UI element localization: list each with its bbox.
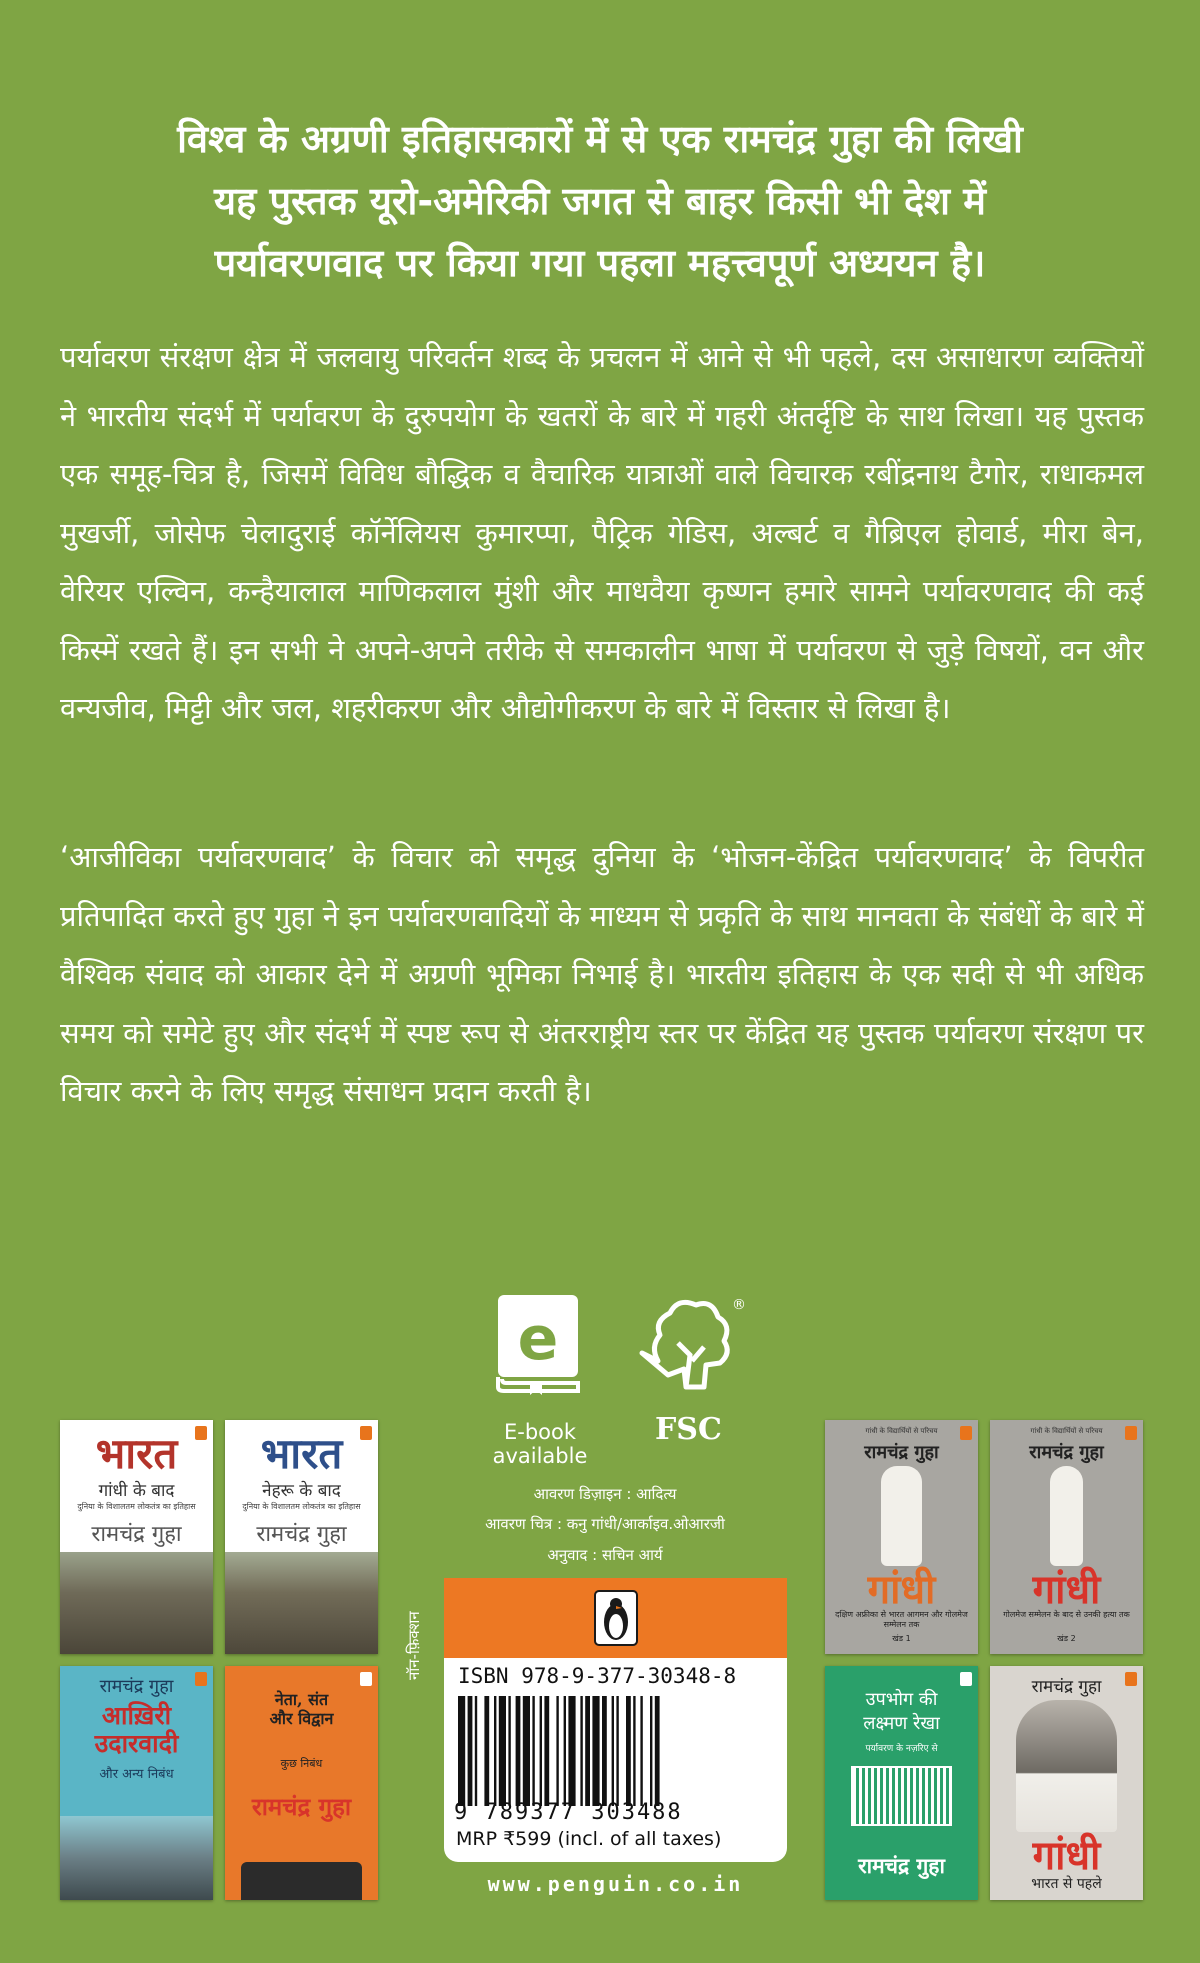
book-tagline: पर्यावरण के नज़रिए से	[865, 1744, 938, 1754]
gandhi-figure-icon	[1050, 1466, 1083, 1566]
credit-translation: अनुवाद : सचिन आर्य	[547, 1546, 663, 1564]
book-author: रामचंद्र गुहा	[864, 1442, 939, 1463]
barcode-graphic-icon	[851, 1766, 952, 1826]
book-subtitle: और अन्य निबंध	[99, 1767, 174, 1782]
penguin-logo-icon	[594, 1590, 638, 1646]
book-author: रामचंद्र गुहा	[251, 1792, 352, 1821]
book-tagline: दक्षिण अफ्रीका से भारत आगमन और गोलमेज सम्मेलन तक	[835, 1610, 968, 1629]
book-subtitle: भारत से पहले	[1031, 1876, 1102, 1892]
book-title: गांधी	[1032, 1832, 1101, 1879]
isbn-text: ISBN 978-9-377-30348-8	[458, 1664, 737, 1688]
ebook-icon	[496, 1293, 580, 1395]
ebook-available-label: E-book available	[492, 1420, 588, 1468]
book-title: गांधी	[1032, 1566, 1101, 1613]
book-cover-gandhi-vol-1	[825, 1420, 978, 1654]
credit-cover-photo: आवरण चित्र : कनु गांधी/आर्काइव.ओआरजी	[485, 1515, 725, 1533]
book-cover-photo	[225, 1552, 378, 1654]
book-author: रामचंद्र गुहा	[91, 1522, 182, 1547]
book-tagline: दुनिया के विशालतम लोकतंत्र का इतिहास	[77, 1502, 196, 1511]
book-title: भारत	[95, 1429, 178, 1478]
book-tagline: गोलमेज सम्मेलन के बाद से उनकी हत्या तक	[1003, 1610, 1130, 1619]
barcode-icon	[458, 1696, 768, 1806]
book-title: आख़िरी उदारवादी	[94, 1701, 179, 1758]
book-subtitle: नेहरू के बाद	[262, 1481, 341, 1501]
gandhi-figure-icon	[881, 1466, 922, 1566]
barcode-panel	[444, 1578, 787, 1862]
book-author: रामचंद्र गुहा	[858, 1853, 945, 1878]
book-subtitle: गांधी के बाद	[98, 1481, 175, 1501]
book-top-line: गांधी के विद्यार्थियों से परिचय	[1030, 1427, 1103, 1435]
book-cover-bharat-nehru-ke-baad	[225, 1420, 378, 1654]
book-cover-photo	[60, 1552, 213, 1654]
book-author: रामचंद्र गुहा	[1031, 1677, 1102, 1697]
headline-line-2: यह पुस्तक यूरो-अमेरिकी जगत से बाहर किसी भी देश में	[214, 179, 986, 223]
fsc-registered-mark: ®	[732, 1297, 746, 1313]
book-title: नेता, संत और विद्वान	[269, 1690, 334, 1728]
barcode-digits: 9 789377 303488	[454, 1800, 683, 1825]
gandhi-portrait-photo	[1016, 1700, 1117, 1832]
book-cover-upbhog-ki-lakshman-rekha	[825, 1666, 978, 1900]
book-title: गांधी	[867, 1566, 936, 1613]
publisher-website: www.penguin.co.in	[487, 1872, 744, 1896]
description-paragraph-1: पर्यावरण संरक्षण क्षेत्र में जलवायु परिवर्तन शब्द के प्रचलन में आने से भी पहले, दस असाधारण व्यक्तियों ने भारतीय संदर्भ में पर्यावरण के दुरुपयोग के खतरों के बारे में गहरी अंतर्दृष्टि के साथ लिखा। यह पुस्तक एक समूह-चित्र है, जिसमें विविध बौद्धिक व वैचारिक यात्राओं वाले विचारक रबींद्रनाथ टैगोर, राधाकमल मुखर्जी, जोसेफ चेलादुराई कॉर्नेलियस कुमारप्पा, पैट्रिक गेडिस, अल्बर्ट व गैब्रिएल होवार्ड, मीरा बेन, वेरियर एल्विन, कन्हैयालाल माणिकलाल मुंशी और माधवैया कृष्णन हमारे सामने पर्यावरणवाद की कई किस्में रखते हैं। इन सभी ने अपने-अपने तरीके से समकालीन भाषा में पर्यावरण से जुड़े विषयों, वन और वन्यजीव, मिट्टी और जल, शहरीकरण और औद्योगीकरण के बारे में विस्तार से लिखा है।	[60, 340, 1144, 725]
book-volume: खंड 1	[892, 1634, 911, 1643]
book-cover-gandhi-bharat-se-pehle	[990, 1666, 1143, 1900]
headline-block	[60, 108, 1140, 294]
book-subtitle: कुछ निबंध	[280, 1757, 323, 1770]
book-cover-bharat-gandhi-ke-baad	[60, 1420, 213, 1654]
book-cover-photo	[60, 1816, 213, 1900]
book-author: रामचंद्र गुहा	[99, 1676, 174, 1697]
fsc-label: FSC	[655, 1412, 722, 1447]
book-top-line: गांधी के विद्यार्थियों से परिचय	[865, 1427, 938, 1435]
credit-cover-design: आवरण डिज़ाइन : आदित्य	[533, 1485, 677, 1503]
headline-line-3: पर्यावरणवाद पर किया गया पहला महत्त्वपूर्ण अध्ययन है।	[214, 241, 986, 285]
fsc-tree-icon	[638, 1295, 746, 1395]
genre-label: नॉन-फ़िक्शन	[405, 1611, 423, 1680]
publisher-band	[444, 1578, 787, 1658]
typewriter-icon	[241, 1862, 362, 1900]
headline-line-1: विश्व के अग्रणी इतिहासकारों में से एक रामचंद्र गुहा की लिखी	[177, 117, 1023, 161]
book-title: उपभोग की लक्ष्मण रेखा	[863, 1689, 940, 1734]
ebook-letter: e	[517, 1304, 559, 1374]
book-title: भारत	[260, 1429, 343, 1478]
book-cover-neta-sant-vidvaan	[225, 1666, 378, 1900]
description-paragraph-2: ‘आजीविका पर्यावरणवाद’ के विचार को समृद्ध दुनिया के ‘भोजन-केंद्रित पर्यावरणवाद’ के विपरीत प्रतिपादित करते हुए गुहा ने इन पर्यावरणवादियों के माध्यम से प्रकृति के साथ मानवता के संबंधों के बारे में वैश्विक संवाद को आकार देने में अग्रणी भूमिका निभाई है। भारतीय इतिहास के एक सदी से भी अधिक समय को समेटे हुए और संदर्भ में स्पष्ट रूप से अंतरराष्ट्रीय स्तर पर केंद्रित यह पुस्तक पर्यावरण संरक्षण पर विचार करने के लिए समृद्ध संसाधन प्रदान करती है।	[60, 840, 1144, 1108]
book-cover-gandhi-vol-2	[990, 1420, 1143, 1654]
book-volume: खंड 2	[1057, 1634, 1076, 1643]
mrp-text: MRP ₹599 (incl. of all taxes)	[456, 1828, 722, 1850]
book-tagline: दुनिया के विशालतम लोकतंत्र का इतिहास	[242, 1502, 361, 1511]
book-author: रामचंद्र गुहा	[1029, 1442, 1104, 1463]
book-cover-aakhiri-udaarvaadi	[60, 1666, 213, 1900]
book-author: रामचंद्र गुहा	[256, 1522, 347, 1547]
